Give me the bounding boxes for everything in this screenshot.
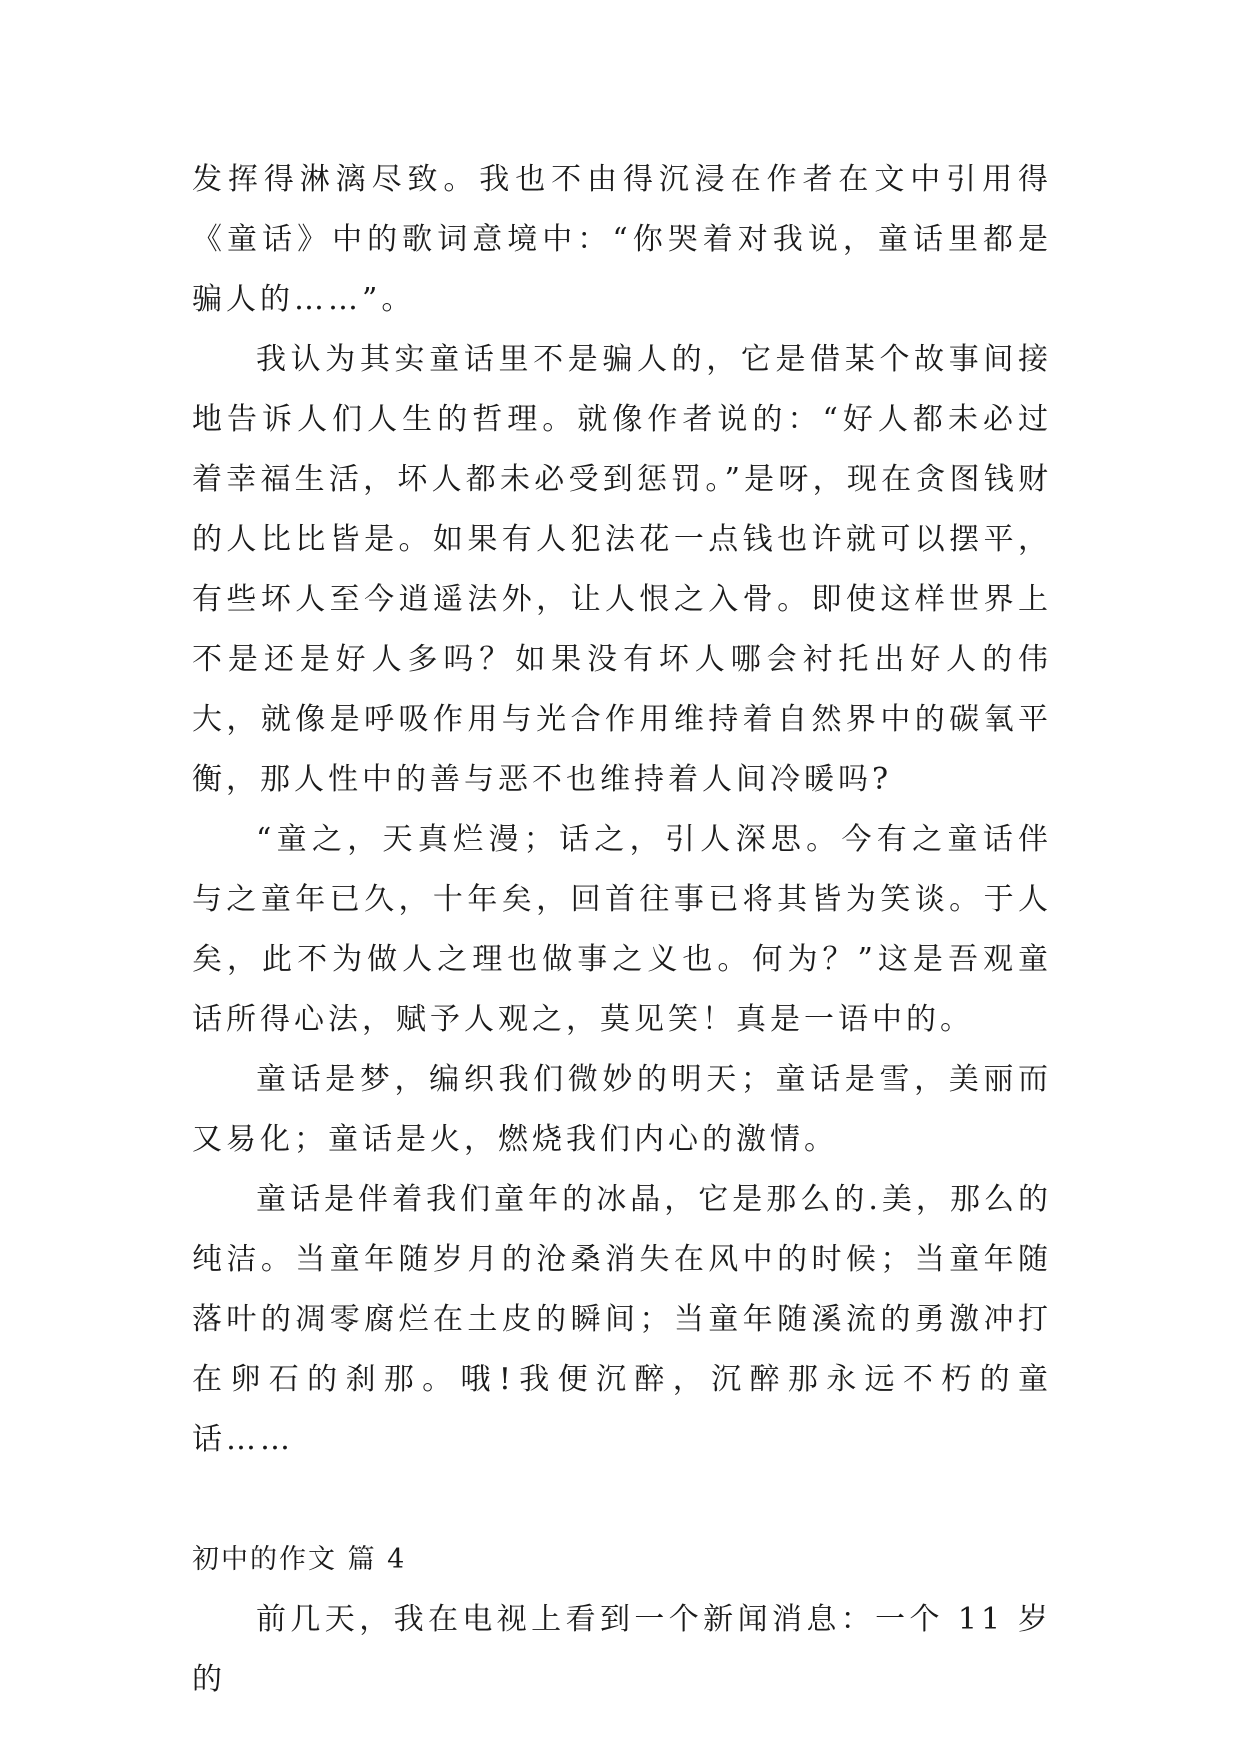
document-page (192, 150, 1052, 1710)
paragraph-fairy-tale-philosophy: 我认为其实童话里不是骗人的，它是借某个故事间接地告诉人们人生的哲理。就像作者说的：“好人都未必过着幸福生活，坏人都未必受到惩罚。”是呀，现在贪图钱财的人比比皆是。如果有人犯法花一点钱也许就可以摆平，有些坏人至今逍遥法外，让人恨之入骨。即使这样世界上不是还是好人多吗？如果没有坏人哪会衬托出好人的伟大，就像是呼吸作用与光合作用维持着自然界中的碳氧平衡，那人性中的善与恶不也维持着人间冷暖吗? (192, 342, 1052, 797)
paragraph-fairy-tale-metaphors: 童话是梦，编织我们微妙的明天；童话是雪，美丽而又易化；童话是火，燃烧我们内心的激情。 (192, 1062, 1052, 1157)
paragraph-classical-quote: “童之，天真烂漫；话之，引人深思。今有之童话伴与之童年已久，十年矣，回首往事已将其皆为笑谈。于人矣，此不为做人之理也做事之义也。何为？”这是吾观童话所得心法，赋予人观之，莫见笑！真是一语中的。 (192, 822, 1052, 1037)
paragraph-section-start: 前几天，我在电视上看到一个新闻消息：一个 11 岁的 (192, 1602, 1052, 1697)
paragraph-continuation: 发挥得淋漓尽致。我也不由得沉浸在作者在文中引用得《童话》中的歌词意境中：“你哭着对我说，童话里都是骗人的……”。 (192, 162, 1052, 317)
paragraph-childhood-crystal: 童话是伴着我们童年的冰晶，它是那么的.美，那么的纯洁。当童年随岁月的沧桑消失在风中的时候；当童年随落叶的凋零腐烂在土皮的瞬间；当童年随溪流的勇激冲打在卵石的刹那。哦!我便沉醉，沉醉那永远不朽的童话…… (192, 1182, 1052, 1457)
section-heading: 初中的作文 篇 4 (192, 1544, 407, 1575)
